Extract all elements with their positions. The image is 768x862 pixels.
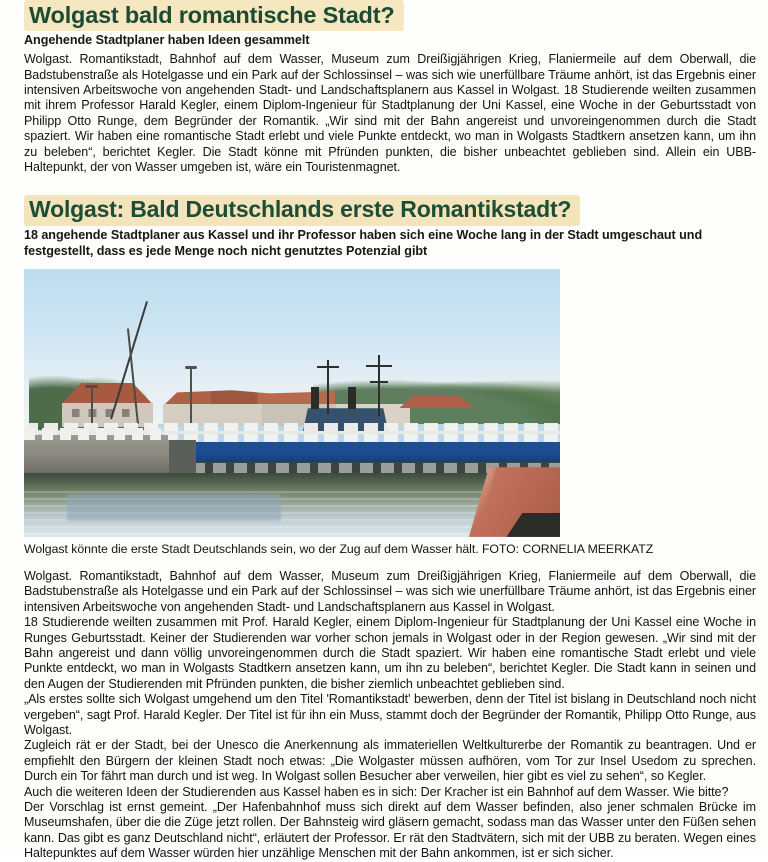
article-one-paragraph: Wolgast. Romantikstadt, Bahnhof auf dem Wasser, Museum zum Dreißigjährigen Krieg, Flaniermeile auf dem Oberwall, die Badstubenstraße als Hotelgasse und ein Park auf der Schlossinsel – was sich wie unerfüllbare Träume anhört, ist das Ergebnis einer intensiven Arbeitswoche von angehenden Stadt- und Landschaftsplanern aus Kassel in Wolgast. 18 Studierende weilten zusammen mit ihrem Professor Harald Kegler, einem Diplom-Ingenieur für Stadtplanung der Uni Kassel, eine Woche in der Geburtsstadt von Philipp Otto Runge, dem Begründer der Romantik. „Wir sind mit der Bahn angereist und unvoreingenommen durch die Stadt spaziert. Wir haben eine romantische Stadt erlebt und viele Punkte entdeckt, wo man in Wolgasts Stadtkern ansetzen kann, um ihn zu beleben“, berichtet Kegler. Die Stadt könne mit Pfründen punkten, die bisher unbeachtet geblieben sind. Allein ein UBB-Haltepunkt, der von Wasser umgeben ist, wäre ein Touristenmagnet.: [24, 52, 756, 175]
article-one-headline: Wolgast bald romantische Stadt?: [24, 0, 404, 31]
photo-water-reflection: [67, 494, 281, 521]
bridge-photo: [24, 269, 560, 537]
article-two-paragraph-6: Der Vorschlag ist ernst gemeint. „Der Hafenbahnhof muss sich direkt auf dem Wasser befinden, also jener schmalen Brücke im Museumshafen, über die die Züge jetzt rollen. Der Bahnsteig wird gläsern gemacht, sodass man das Wasser unter den Füßen sehen kann. Das gibt es ganz Deutschland nicht“, erläutert der Professor. Er rät den Stadtvätern, sich mit der UBB zu beraten. Wegen eines Haltepunktes auf dem Wasser würden hier unzählige Menschen mit der Bahn ankommen, ist er sich sicher.: [24, 799, 756, 861]
photo-quay: [24, 435, 169, 473]
photo-street-lamp-left: [91, 387, 93, 427]
article-two-paragraph-3: „Als erstes sollte sich Wolgast umgehend um den Titel 'Romantikstadt' bewerben, denn der Titel ist bislang in Deutschland noch nicht vergeben“, sagt Prof. Harald Kegler. Der Titel ist für ihn ein Muss, stammt doch der Begründer der Romantik, Philipp Otto Runge, aus Wolgast.: [24, 692, 756, 737]
article-two-paragraph-1: Wolgast. Romantikstadt, Bahnhof auf dem Wasser, Museum zum Dreißigjährigen Krieg, Flaniermeile auf dem Oberwall, die Badstubenstraße als Hotelgasse und ein Park auf der Schlossinsel – was sich wie unerfüllbare Träume anhört, ist das Ergebnis einer intensiven Arbeitswoche von angehenden Stadt- und Landschaftsplanern aus Kassel in Wolgast.: [24, 568, 756, 614]
photo-quay-railing: [24, 428, 169, 440]
photo-caption: Wolgast könnte die erste Stadt Deutschlands sein, wo der Zug auf dem Wasser hält. FOTO: CORNELIA MEERKATZ: [24, 541, 654, 556]
article-one-body: [0, 52, 768, 175]
article-two-headline-wrap: [0, 195, 768, 226]
article-two-paragraph-4: Zugleich rät er der Stadt, bei der Unesco die Anerkennung als immateriellen Weltkulturerbe der Romantik zu beantragen. Und er empfiehlt den Bürgern der kleinen Stadt noch etwas: „Die Wolgaster müssen aufhören, vom Tor zur Insel Usedom zu sprechen. Durch ein Tor fährt man durch und ist weg. In Wolgast sollen Besucher aber verweilen, hier gibt es viel zu sehen“, so Kegler.: [24, 738, 756, 784]
article-two-headline: Wolgast: Bald Deutschlands erste Romantikstadt?: [24, 195, 580, 226]
article-two-subhead: 18 angehende Stadtplaner aus Kassel und ihr Professor haben sich eine Woche lang in der Stadt umgeschaut und festgestellt, dass es jede Menge noch nicht genutztes Potenzial gibt: [24, 228, 703, 259]
article-two-photo-area: [0, 269, 768, 537]
photo-ship-funnel-left: [311, 387, 319, 409]
article-one-headline-wrap: [0, 0, 768, 31]
photo-ship-funnel-right: [348, 387, 356, 409]
article-two-body: [0, 569, 768, 862]
article-one-subhead: Angehende Stadtplaner haben Ideen gesammelt: [24, 33, 310, 48]
article-two-paragraph-5: Auch die weiteren Ideen der Studierenden aus Kassel haben es in sich: Der Kracher ist ein Bahnhof auf dem Wasser. Wie bitte?: [24, 784, 729, 799]
article-two: [0, 195, 768, 861]
article-two-paragraph-2: 18 Studierende weilten zusammen mit Prof. Harald Kegler, einem Diplom-Ingenieur für Stadtplanung der Uni Kassel eine Woche in Runges Geburtsstadt. Keiner der Studierenden war vorher schon jemals in Wolgast oder in der Region gewesen. „Wir sind mit der Bahn angereist und dann völlig unvoreingenommen durch die Stadt spaziert. Wir haben eine romantische Stadt erlebt und viele Punkte entdeckt, wo man in Wolgasts Stadtkern ansetzen kann, um ihn zu beleben“, berichtet Kegler. Die Stadt kann in seinen und den Augen der Studierenden mit Pfründen punkten, die bisher ziemlich unbeachtet geblieben sind.: [24, 615, 756, 691]
article-one: [0, 0, 768, 175]
photo-ship-mast-rear: [378, 355, 380, 417]
photo-ship-mast-front: [327, 360, 329, 414]
photo-street-lamp: [190, 368, 192, 424]
